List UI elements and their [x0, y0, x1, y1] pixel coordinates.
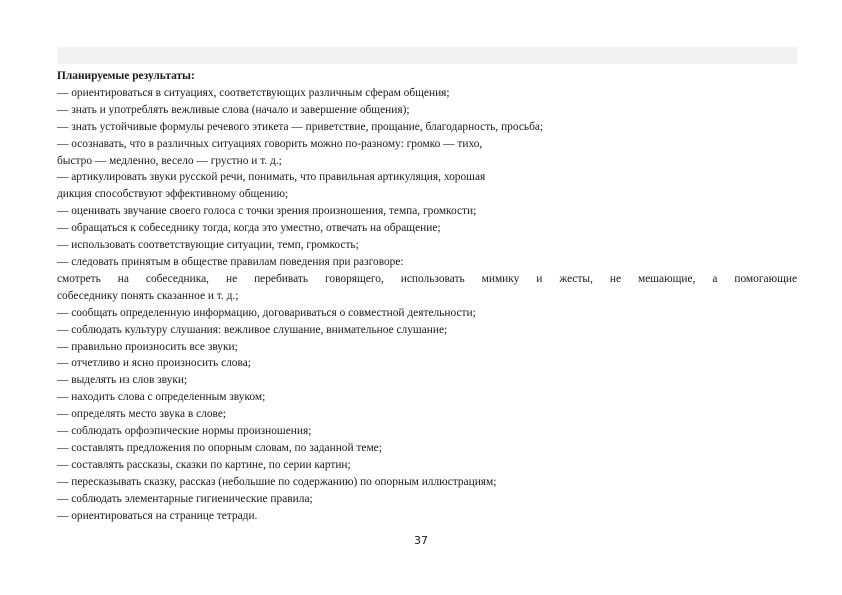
list-item: — артикулировать звуки русской речи, понимать, что правильная артикуляция, хорошая [57, 171, 486, 184]
list-item: — определять место звука в слове; [57, 408, 227, 421]
list-item: — соблюдать орфоэпические нормы произношения; [57, 425, 312, 438]
document-body [57, 68, 797, 524]
list-item: — соблюдать культуру слушания: вежливое слушание, внимательное слушание; [57, 323, 448, 336]
list-item: — соблюдать элементарные гигиенические правила; [57, 492, 313, 505]
list-item: — знать и употреблять вежливые слова (начало и завершение общения); [57, 103, 410, 116]
list-item: — оценивать звучание своего голоса с точки зрения произношения, темпа, громкости; [57, 205, 477, 218]
list-item: — выделять из слов звуки; [57, 374, 188, 387]
page-number: 37 [414, 534, 428, 547]
list-item: — сообщать определенную информацию, договариваться о совместной деятельности; [57, 306, 476, 319]
list-item: — ориентироваться в ситуациях, соответствующих различным сферам общения; [57, 86, 450, 99]
list-item: — ориентироваться на странице тетради. [57, 509, 258, 522]
list-item: — использовать соответствующие ситуации, темп, громкость; [57, 239, 359, 252]
list-item: — находить слова с определенным звуком; [57, 391, 266, 404]
list-item: — правильно произносить все звуки; [57, 340, 238, 353]
list-item-continuation: быстро — медленно, весело — грустно и т. д.; [57, 154, 282, 167]
list-item: — составлять рассказы, сказки по картине, по серии картин; [57, 458, 351, 471]
list-item: — обращаться к собеседнику тогда, когда это уместно, отвечать на обращение; [57, 222, 441, 235]
list-item: — осознавать, что в различных ситуациях говорить можно по-разному: громко — тихо, [57, 137, 483, 150]
list-item: — пересказывать сказку, рассказ (небольшие по содержанию) по опорным иллюстрациям; [57, 475, 497, 488]
list-item: — знать устойчивые формулы речевого этикета — приветствие, прощание, благодарность, просьба; [57, 120, 544, 133]
header-band [57, 47, 797, 64]
list-item: — отчетливо и ясно произносить слова; [57, 357, 251, 370]
list-item-continuation: смотреть на собеседника, не перебивать говорящего, использовать мимику и жесты, не мешающие, а помогающие [57, 272, 797, 285]
list-item: — следовать принятым в обществе правилам поведения при разговоре: [57, 255, 404, 268]
section-heading: Планируемые результаты: [57, 70, 195, 82]
list-item: — составлять предложения по опорным словам, по заданной теме; [57, 441, 382, 454]
list-item-continuation: дикция способствуют эффективному общению; [57, 188, 289, 201]
list-item-continuation: собеседнику понять сказанное и т. д.; [57, 289, 239, 302]
